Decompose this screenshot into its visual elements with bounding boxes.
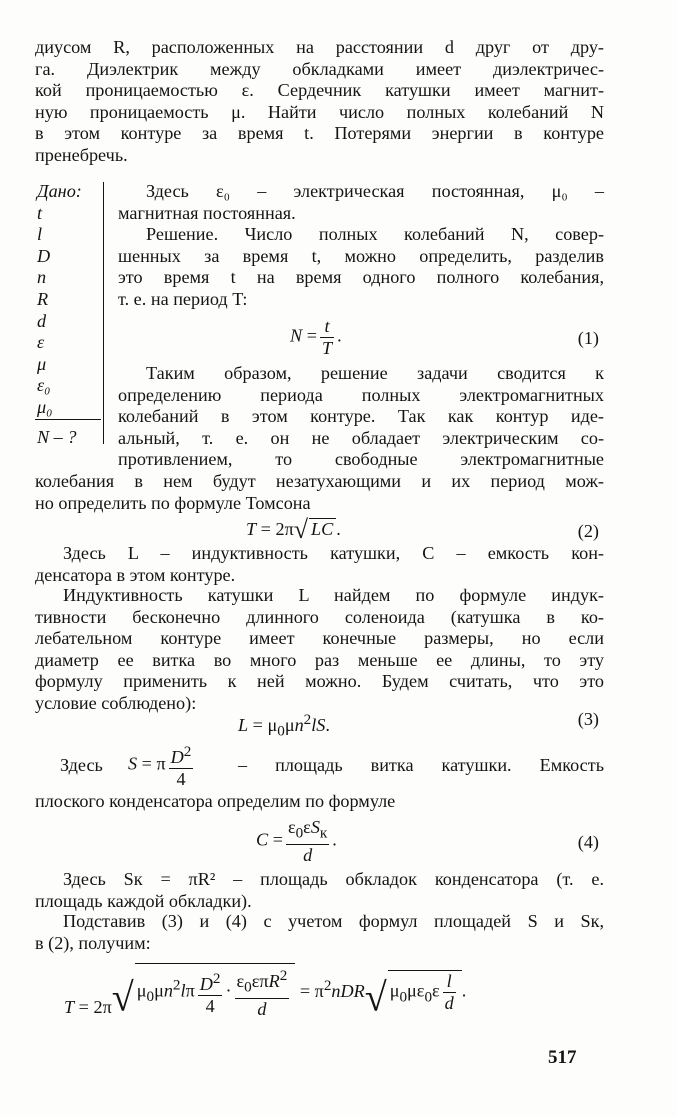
equation-number: (4) [577, 832, 599, 852]
side-line: определению периода полных электромагнитных [118, 384, 604, 405]
given-item: d [37, 310, 47, 331]
text-line: площадь каждой обкладки). [35, 890, 252, 911]
intro-line: диусом R, расположенных на расстоянии d друг от дру- [35, 37, 604, 57]
text-line: Подставив (3) и (4) с учетом формул площадей S и Sк, [63, 911, 604, 931]
text-line: но определить по формуле Томсона [35, 492, 311, 513]
formula: T = 2π√ $\mu_0\mu n^2l\pi$ $\frac{D^2}{4}$ · $\frac{\varepsilon_0\varepsilon\pi R^2}{d}$ = $\pi^2nDR√$ $\mu_0\mu\varepsilon_0\varepsilon$ $\frac{l}{d}$ . [64, 963, 466, 1020]
text-line: Здесь Sк = πR² – площадь обкладок конденсатора (т. е. [63, 869, 604, 889]
equation-4 [0, 814, 677, 868]
equation-number: (1) [577, 328, 599, 348]
given-find: N – ? [37, 427, 77, 447]
side-line: шенных за время t, можно определить, разделив [118, 245, 604, 266]
given-item: μ [37, 353, 47, 374]
formula: C = $\frac{\varepsilon_0\varepsilon S_к}{d}$ . [256, 817, 337, 865]
given-title: Дано: [37, 181, 82, 201]
text-line: диаметр ее витка во много раз меньше ее длины, то эту [35, 649, 604, 670]
given-item: n [37, 267, 47, 288]
text-line: колебания в нем будут незатухающими и их период мож- [35, 471, 604, 491]
given-block [37, 181, 109, 419]
given-item: D [37, 245, 51, 266]
text-line: тивности бесконечно длинного соленоида (катушка в ко- [35, 606, 604, 627]
page-number: 517 [548, 1047, 577, 1068]
side-line: Решение. Число полных колебаний N, совер- [146, 224, 604, 245]
side-line: Таким образом, решение задачи сводится к [146, 363, 604, 383]
equation-3 [0, 709, 677, 740]
intro-line: в этом контуре за время t. Потерями энергии в контуре [35, 123, 604, 144]
given-item: μ₀ [37, 396, 53, 417]
side-line: магнитная постоянная. [118, 202, 296, 223]
equation-final [0, 960, 677, 1018]
given-item: t [37, 202, 43, 223]
formula: T = 2π√ LC . [246, 515, 341, 544]
side-line: Здесь ε₀ – электрическая постоянная, μ₀ – [146, 181, 604, 201]
intro-line: пренебречь. [35, 144, 128, 165]
text-line: формулу применить к ней можно. Будем считать, что это [35, 671, 604, 692]
intro-line: ную проницаемость μ. Найти число полных колебаний N [35, 101, 604, 122]
formula: S = π $\frac{D^2}{4}$ [128, 743, 192, 790]
s-area-line [0, 738, 677, 792]
side-line: это время t на время одного полного колебания, [118, 267, 604, 288]
intro-line: кой проницаемостью ε. Сердечник катушки имеет магнит- [35, 80, 604, 101]
given-item: ε₀ [37, 375, 51, 396]
side-line: противлением, то свободные электромагнитные [118, 449, 604, 470]
given-item: R [37, 288, 49, 309]
paragraph-definitions [35, 543, 604, 586]
text-line: плоского конденсатора определим по формуле [35, 791, 396, 811]
solution-side-block [118, 181, 604, 311]
equation-number: (2) [577, 521, 599, 541]
text-line: в (2), получим: [35, 932, 151, 953]
paragraph-inductance [35, 585, 604, 715]
paragraph-sk [35, 869, 604, 912]
equation-2 [0, 516, 677, 544]
intro-line: га. Диэлектрик между обкладками имеет диэлектричес- [35, 58, 604, 79]
text-line: Индуктивность катушки L найдем по формуле индук- [63, 585, 604, 605]
text-line: условие соблюдено): [35, 692, 197, 713]
given-item: l [37, 224, 43, 245]
paragraph-substitution [35, 911, 604, 954]
equation-number: (3) [577, 709, 599, 729]
side-line: альный, т. е. он не обладает электрическим со- [118, 427, 604, 448]
text-fragment: Здесь [60, 755, 103, 775]
text-line: лебательном контуре имеет конечные размеры, но если [35, 628, 604, 649]
formula: $L = \mu_0\mu n^2lS$. [238, 711, 330, 740]
given-item: ε [37, 332, 45, 353]
text-line: Здесь L – индуктивность катушки, C – емкость кон- [63, 543, 604, 563]
side-line: т. е. на период T: [118, 288, 248, 309]
solution-side-block-2 [118, 363, 604, 471]
intro-paragraph [35, 37, 604, 167]
formula: N = $\frac{t}{T}$ . [290, 316, 342, 358]
text-line: денсатора в этом контуре. [35, 564, 236, 585]
paragraph-thomson [35, 471, 604, 514]
side-line: колебаний в этом контуре. Так как контур иде- [118, 406, 604, 427]
text-fragment: – площадь витка катушки. Емкость [238, 755, 604, 775]
equation-1 [0, 312, 677, 362]
given-divider [35, 419, 101, 420]
